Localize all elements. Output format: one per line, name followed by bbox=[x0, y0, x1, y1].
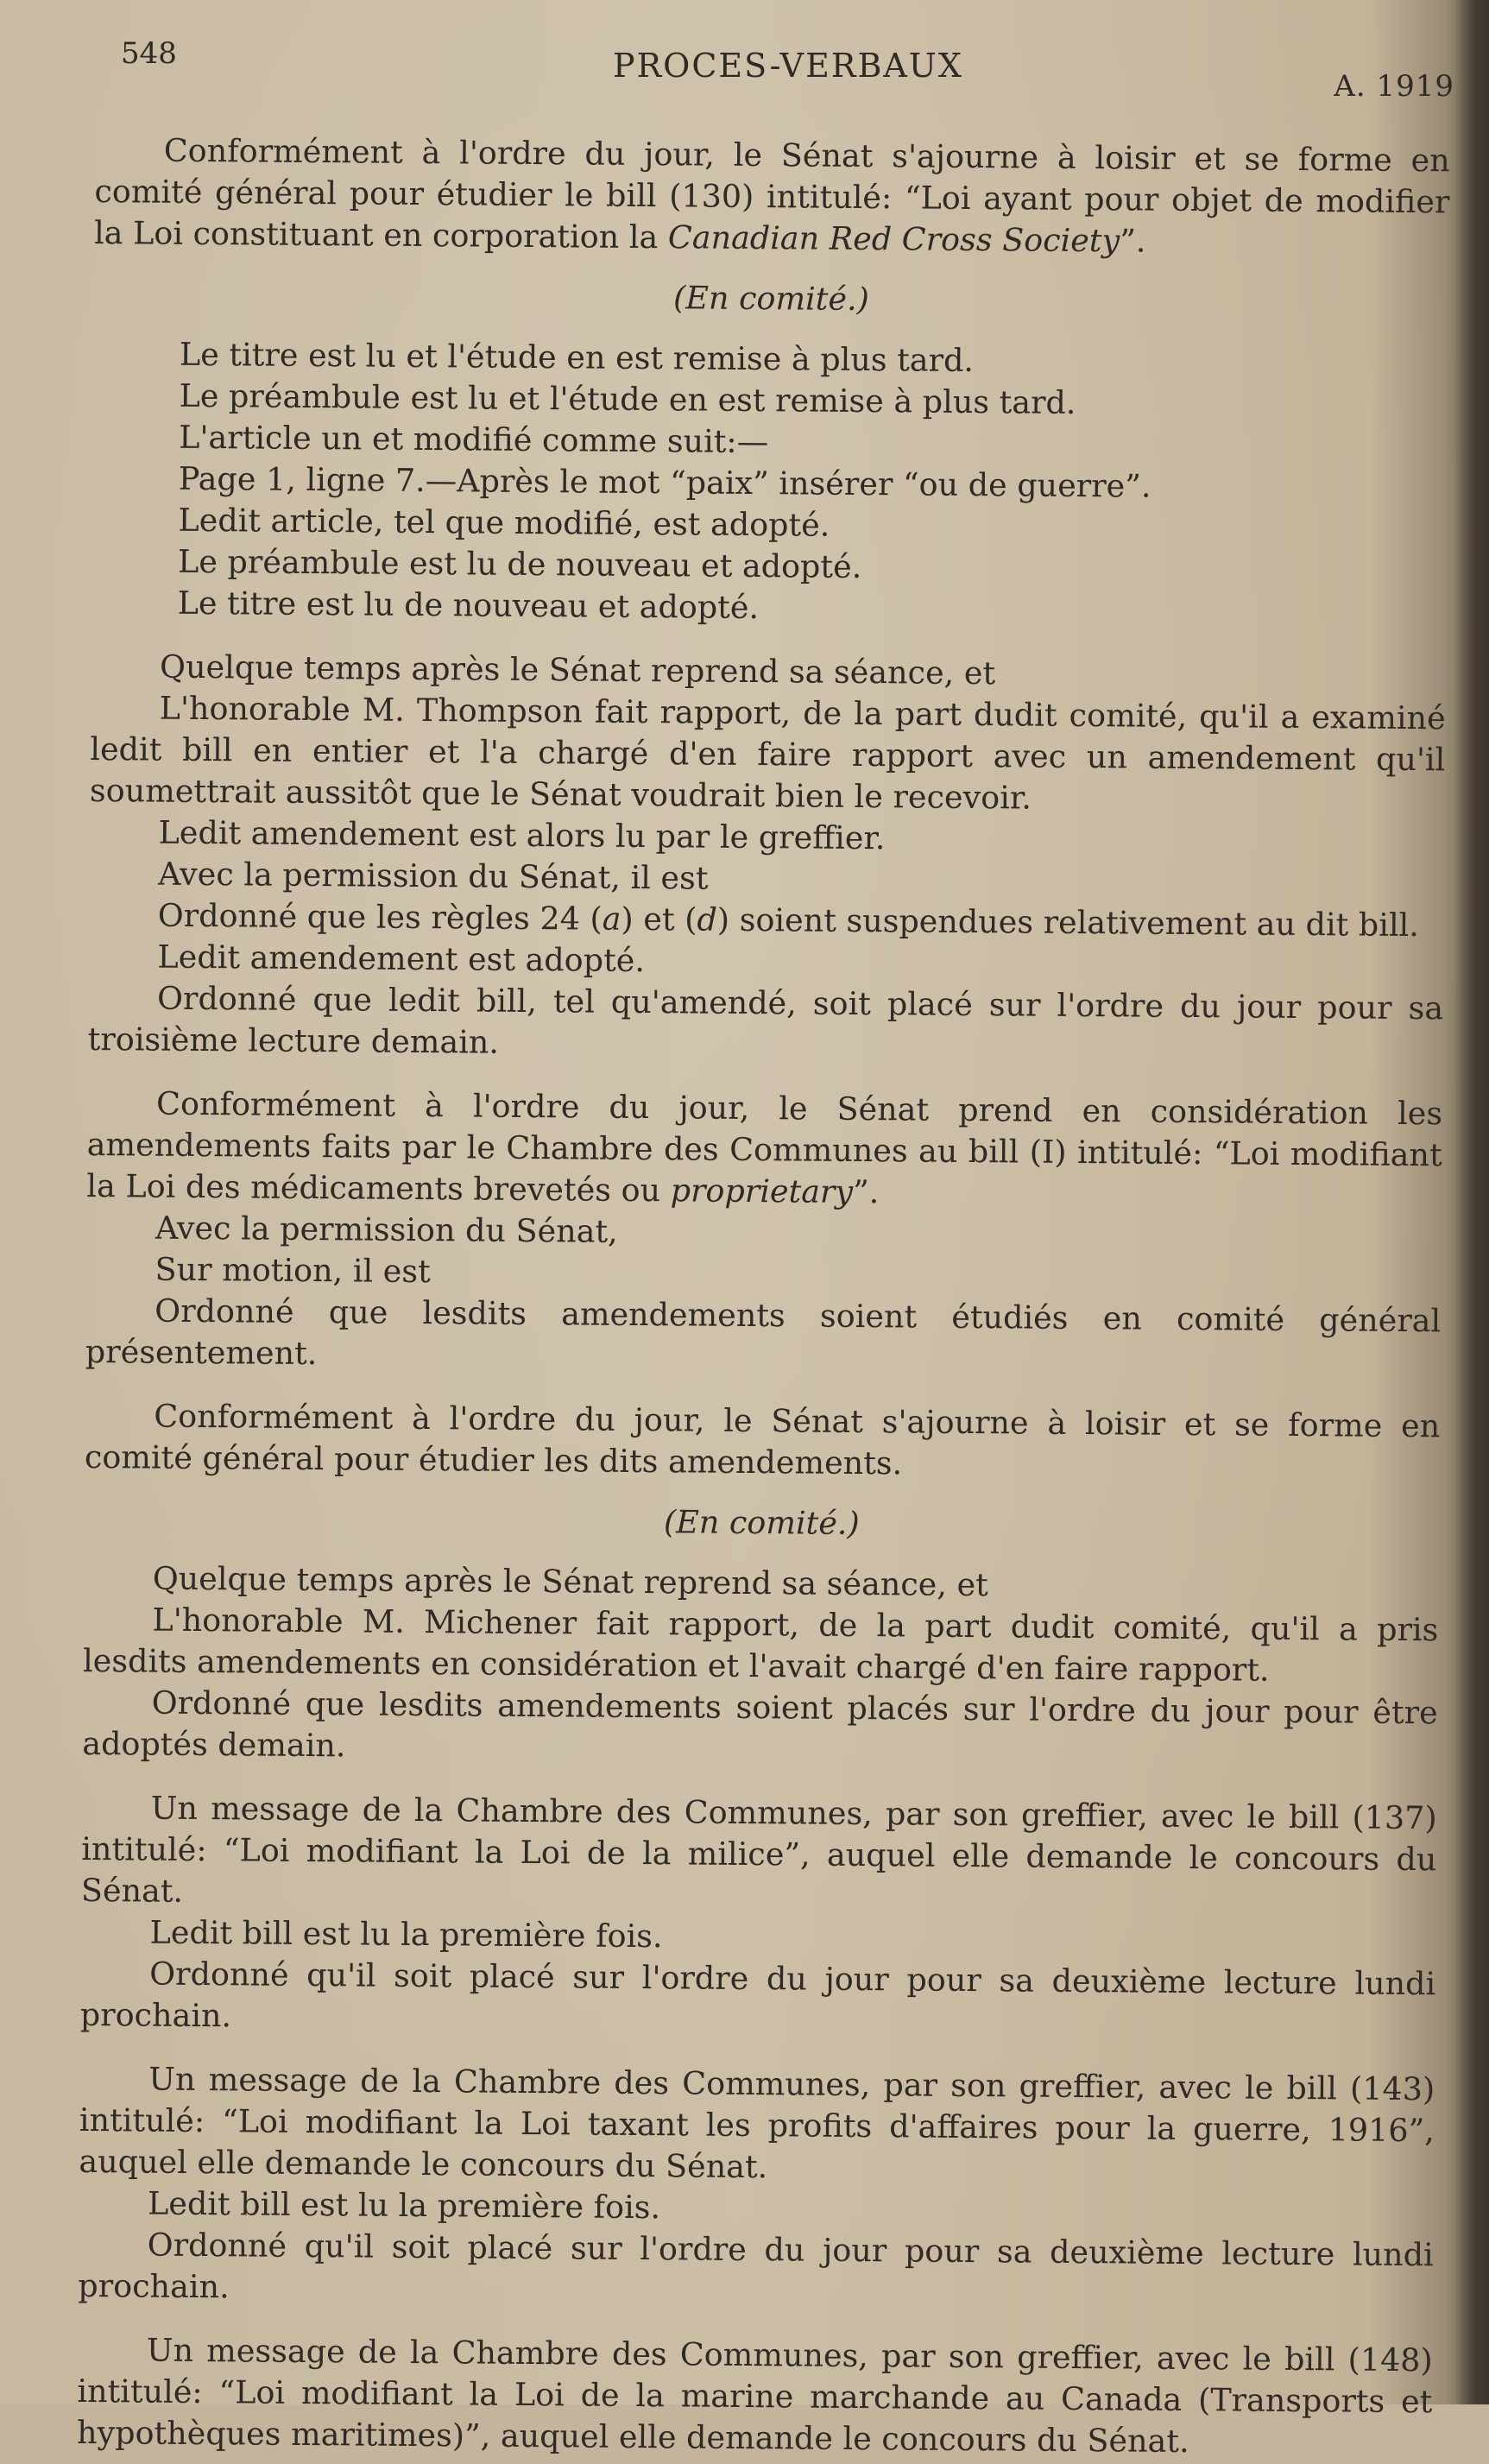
committee-heading: (En comité.) bbox=[672, 279, 870, 319]
paragraph-adjourn-committee: Conformément à l'ordre du jour, le Sénat s'ajourne à loisir et se forme en comité général pour étudier les dits amendements. bbox=[84, 1397, 1441, 1482]
paragraph-motion: Sur motion, il est bbox=[155, 1250, 431, 1291]
paragraph-rules-suspended: Ordonné que les règles 24 (a) et (d) soient suspendues relativement au dit bill. bbox=[157, 896, 1420, 945]
paragraph-first-reading: Ledit bill est lu la première fois. bbox=[147, 2184, 661, 2227]
book-spine-shadow bbox=[1454, 0, 1489, 2404]
committee-line: Ledit article, tel que modifié, est adopté. bbox=[178, 501, 830, 544]
committee-line: Le titre est lu et l'étude en est remise à plus tard. bbox=[179, 335, 975, 380]
paragraph-resume-sitting: Quelque temps après le Sénat reprend sa séance, et bbox=[152, 1559, 989, 1604]
committee-line: Le titre est lu de nouveau et adopté. bbox=[177, 584, 760, 627]
committee-line: L'article un et modifié comme suit:— bbox=[179, 418, 769, 461]
italic-society-name: Canadian Red Cross Society bbox=[667, 218, 1120, 260]
paragraph-amendment-read: Ledit amendement est alors lu par le greffier. bbox=[158, 813, 886, 857]
paragraph-thompson-report: L'honorable M. Thompson fait rapport, de la part dudit comité, qu'il a examiné ledit bill en entier et l'a chargé d'en faire rapport avec un amendement qu'il soumettrait aussitôt que le Sénat voudrait bien le recevoir. bbox=[89, 689, 1446, 817]
paragraph-amendment-adopted: Ledit amendement est adopté. bbox=[157, 938, 646, 980]
session-year: A. 1919 bbox=[1334, 69, 1454, 104]
paragraph-second-reading-order: Ordonné qu'il soit placé sur l'ordre du jour pour sa deuxième lecture lundi prochain. bbox=[79, 1955, 1436, 2035]
page-header bbox=[121, 36, 1454, 105]
paragraph-ordered-adopt: Ordonné que lesdits amendements soient placés sur l'ordre du jour pour être adoptés demain. bbox=[82, 1684, 1438, 1765]
italic-proprietary: proprietary bbox=[670, 1172, 854, 1210]
paragraph-michener-report: L'honorable M. Michener fait rapport, de la part dudit comité, qu'il a pris lesdits amendements en considération et l'avait chargé d'en faire rapport. bbox=[82, 1601, 1439, 1689]
paragraph-permission: Avec la permission du Sénat, il est bbox=[158, 855, 709, 897]
running-title: PROCES-VERBAUX bbox=[613, 47, 963, 85]
paragraph-message-bill-148: Un message de la Chambre des Communes, par son greffier, avec le bill (148) intitulé: “Loi modifiant la Loi de la marine marchande au Canada (Transports et hypothèques maritimes)”, auquel elle demande le concours du Sénat. bbox=[76, 2331, 1433, 2461]
committee-line: Le préambule est lu de nouveau et adopté. bbox=[177, 542, 862, 585]
paragraph-third-reading: Ordonné que ledit bill, tel qu'amendé, soit placé sur l'ordre du jour pour sa troisième lecture demain. bbox=[87, 979, 1444, 1061]
paragraph-second-reading-order: Ordonné qu'il soit placé sur l'ordre du jour pour sa deuxième lecture lundi prochain. bbox=[78, 2226, 1434, 2306]
committee-heading: (En comité.) bbox=[663, 1503, 860, 1543]
paragraph-permission: Avec la permission du Sénat, bbox=[155, 1209, 618, 1250]
paragraph-message-bill-137: Un message de la Chambre des Communes, par son greffier, avec le bill (137) intitulé: “Loi modifiant la Loi de la milice”, auquel elle demande le concours du Sénat. bbox=[80, 1789, 1437, 1910]
proceedings-body bbox=[77, 130, 1450, 2464]
paragraph-ordered-committee: Ordonné que lesdits amendements soient étudiés en comité général présentement. bbox=[85, 1292, 1442, 1373]
paragraph-first-reading: Ledit bill est lu la première fois. bbox=[149, 1913, 663, 1955]
paragraph-resume-sitting: Quelque temps après le Sénat reprend sa séance, et bbox=[159, 648, 996, 692]
paragraph-message-bill-143: Un message de la Chambre des Communes, par son greffier, avec le bill (143) intitulé: “Loi modifiant la Loi taxant les profits d'affaires pour la guerre, 1916”, auquel elle demande le concours du Sénat. bbox=[79, 2060, 1435, 2186]
committee-line: Le préambule est lu et l'étude en est remise à plus tard. bbox=[179, 376, 1076, 421]
committee-line: Page 1, ligne 7.—Après le mot “paix” insérer “ou de guerre”. bbox=[178, 459, 1151, 505]
page-number: 548 bbox=[121, 36, 177, 71]
paragraph-amendments-bill-i: Conformément à l'ordre du jour, le Sénat prend en considération les amendements faits par le Chambre des Communes au bill (I) intitulé: “Loi modifiant la Loi des médicaments brevetés ou proprietary”. bbox=[86, 1084, 1443, 1211]
paragraph-committee-intro-130: Conformément à l'ordre du jour, le Sénat s'ajourne à loisir et se forme en comité général pour étudier le bill (130) intitulé: “Loi ayant pour objet de modifier la Loi constituant en corporation la Canadian Red Cross Society”. bbox=[93, 131, 1450, 260]
